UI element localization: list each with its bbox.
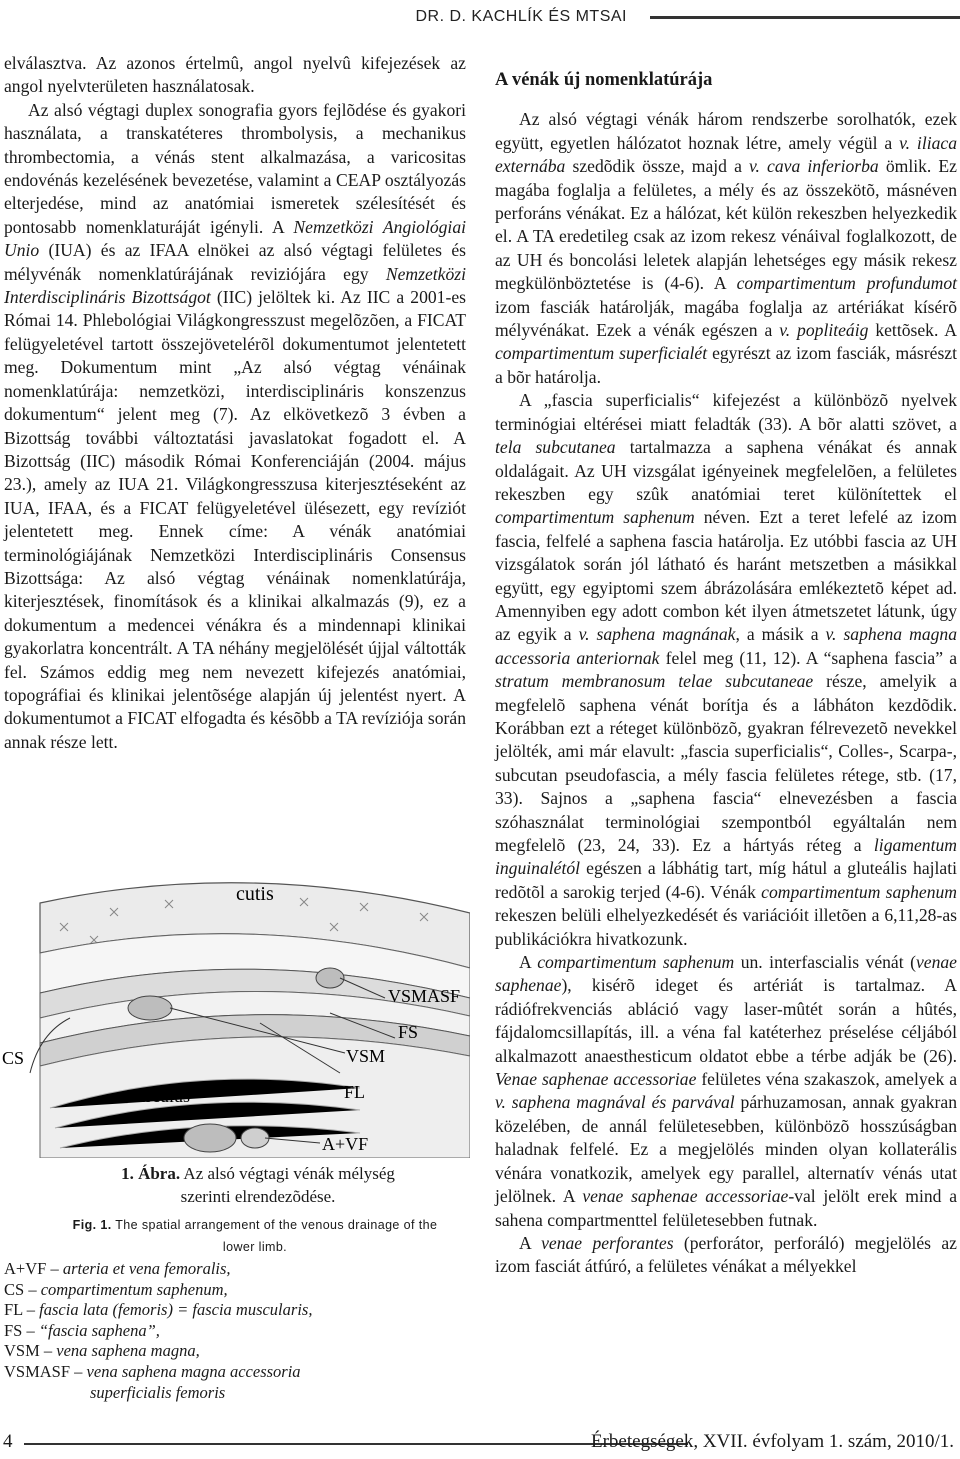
label-cs: CS — [2, 1048, 25, 1068]
femoral-vessel — [184, 1124, 236, 1152]
label-vsm: VSM — [346, 1046, 386, 1066]
left-paragraph-2: Az alsó végtagi duplex sonografia gyors fejlõdése és gyakori használata, a transkatéteres thrombolysis, a mechanikus thrombectomia, a vénás stent alkalmazása, a varicositas endovénás kezelésének bevezetése, valamint a CEAP osztályozás elterjedése, mind az anatómiai ismeretek szélesítését és pontosabb nomenklaturáját igényli. A Nemzetközi Angiológiai Unio (IUA) és az IFAA elnökei az alsó végtagi felületes és mélyvénák nomenklatúrájának reviziójára egy Nemzetközi Interdisciplináris Bizottságot (IIC) jelöltek ki. Az IIC a 2001-es Római 14. Phlebológiai Világkongresszust megelõzõen, a FICAT felügyeletével tartott összejövetelérõl dokumentumot jelentetett meg. Dokumentum mint „Az alsó végtag vénáinak nomenklatúrája: nemzetközi, interdisciplináris konszenzus dokumentum“ jelent meg (7). Az elkövetkezõ 3 évben a Bizottság további változtatási javaslatokat fogadott el. A Bizottság (IIC) második Római Konferenciáján (2004. május 23.), amely az IUA 21. Világkongresszusa kiterjesztéseként az IUA, IFAA, és a FICAT felügyeletével ülésezett, egy revíziót jelentetett meg. Ennek címe: A vénák anatómiai terminológiájának Nemzetközi Interdisciplináris Consensus Bizottsága: Az alsó végtag vénáinak nomenklatúrája, kiterjesztések, finomítások és a klinikai alkalmazás (9), ez a dokumentum a medencei vénákra és a mindennapi klinikai gyakorlatra koncentrált. A TA néhány megjelölését újjal váltották fel. Számos eddig meg nem nevezett kifejezés anatómiai, topográfiai és klinikai jelentõsége alapján új jelentést nyert. A dokumentumot a FICAT elfogadta és késõbb a TA revíziója során annak része lett. — [4, 99, 467, 752]
label-vsmasf: VSMASF — [388, 986, 461, 1006]
running-head-rule — [650, 16, 960, 19]
section-heading: A vénák új nomenklatúrája — [495, 70, 713, 90]
vsmasf-vessel — [316, 968, 344, 988]
femoral-artery — [241, 1128, 269, 1148]
running-head — [0, 2, 960, 32]
legend-item-continuation: superficialis femoris — [90, 1382, 226, 1402]
label-musculus: musculus — [122, 1086, 191, 1106]
figure-caption-english: Fig. 1. The spatial arrangement of the venous drainage of the lower limb. — [72, 1218, 438, 1254]
legend-item: FL – fascia lata (femoris) = fascia muscularis, — [4, 1300, 313, 1320]
footer-rule — [24, 1443, 688, 1445]
legend-item: FS – “fascia saphena”, — [4, 1320, 160, 1340]
right-paragraph-1: Az alsó végtagi vénák három rendszerbe sorolhatók, ezek együtt, egyetlen hálózatot hoznak létre, amely végül a v. iliaca externába szedõdik össze, majd a v. cava inferiorba ömlik. Ez magába foglalja a felületes, a mély és az összekötõ, másnéven perforáns vénákat. Ez a hálózat, két külön rekeszben helyezkedik el. A TA eredetileg csak az izom rekesz vénáival foglalkozott, de az UH és boncolási leletek alapján lehetséges egy másik rekesz megkülönböztetése is (4-6). A compartimentum profundumot izom fasciák határolják, magába foglalja az artériákat kísérõ mélyvénákat. Ezek a vénák egészen a v. popliteáig kettõsek. A compartimentum superficialét egyrészt az izom fasciák, másrészt a bõr határolja. — [495, 109, 958, 387]
right-column — [495, 52, 957, 1279]
label-cutis: cutis — [236, 883, 274, 905]
legend-item: VSMASF – vena saphena magna accessoria — [4, 1361, 301, 1381]
vsm-vessel — [128, 996, 172, 1020]
left-column — [4, 52, 466, 754]
label-fl: FL — [344, 1082, 366, 1102]
left-paragraph-1: elválasztva. Az azonos értelmû, angol nyelvû kifejezések az angol nyelvterületen használatosak. — [4, 53, 466, 97]
figure-legend — [4, 1259, 474, 1403]
figure-1 — [0, 858, 470, 1158]
legend-item: VSM – vena saphena magna, — [4, 1341, 200, 1361]
right-paragraph-3: A compartimentum saphenum un. interfascialis vénát (venae saphenae), kisérõ ideget és artériát is tartalmaz. A rádiófrekvenciás abláció vagy laser-mûtét során a hûtés, fájdalomcsillapítás, ill. a véna fal katéterhez préselése céljából alkalmazott anaesthesticum oldatot ebbe a térbe adják be (26). Venae saphenae accessoriae felületes véna szakaszok, amelyek a v. saphena magnával és parvával párhuzamosan, annak gyakran közelében, de annál felületesebben, különbözõ hosszúságban haladnak felfelé. Ez a megjelölés minden olyan kollaterális vénára vonatkozik, amelyek egy parallel, alternatív vénás utat jelölnek. A venae saphenae accessoriae-val jelölt erek mind a sahena compartmenttel felületesebben futnak. — [495, 952, 958, 1230]
label-fs: FS — [398, 1022, 419, 1042]
legend-item: CS – compartimentum saphenum, — [4, 1279, 228, 1299]
page-number: 4 — [3, 1431, 13, 1452]
page-footer — [0, 1427, 960, 1453]
journal-citation: Érbetegségek, XVII. évfolyam 1. szám, 2010/1. — [590, 1431, 954, 1452]
running-head-author: DR. D. KACHLÍK ÉS MTSAI — [415, 8, 627, 25]
right-paragraph-4: A venae perforantes (perforátor, perforáló) megjelölés az izom fasciát átfúró, a felületes vénákat a mélyekkel — [495, 1232, 957, 1277]
figure-caption-hungarian: 1. Ábra. Az alsó végtagi vénák mélység szerinti elrendezõdése. — [121, 1164, 395, 1206]
right-paragraph-2: A „fascia superficialis“ kifejezést a különbözõ nyelvek terminógiai eltérései miatt feladták (33). A bõr alatti szövet, a tela subcutanea tartalmazza a saphena vénákat és annak oldalágait. Az UH vizsgálat igényeinek megfelelõen, a felületes rekeszben egy szûk anatómiai teret különítettek el compartimentum saphenum néven. Ezt a teret lefelé az izom fascia, felfelé a saphena fascia határolja. Ez utóbbi fascia az UH vizsgálatok során jól látható és haránt metszetben a másikkal együtt, egy egyiptomi szem ábrázolására emlékeztetõ képet ad. Amennyiben egy adott combon két ilyen átmetszetet látunk, úgy az egyik a v. saphena magnának, a másik a v. saphena magna accessoria anteriornak felel meg (11, 12). A “saphena fascia” a stratum membranosum telae subcutaneae része, amelyik a megfelelõ saphena vénát borítja és a lábháton kezdõdik. Korábban ezt a réteget különbözõ, gyakran félrevezetõ nevekkel jelölték, ami már elavult: „fascia superficialis“, Colles-, Scarpa-, subcutan pseudofascia, a mély fascia felületes rétege, stb. (17, 33). Sajnos a „saphena fascia“ elnevezésben a fascia szóhasználat terminológiai szempontból egyáltalán nem megfelelõ (23, 24, 33). Ez a hártyás réteg a ligamentum inguinalétól egészen a lábhátig tart, míg hátul a gluteális hajlati redõtõl a sarokig terjed (4-6). Vénák compartimentum saphenum rekeszen belüli elhelyezkedését és variációit illetõen a 6,11,28-as publikációkra hivatkozunk. — [495, 390, 958, 949]
fascia-diagram — [0, 858, 470, 1158]
label-avf: A+VF — [322, 1134, 369, 1154]
legend-item: A+VF – arteria et vena femoralis, — [4, 1259, 231, 1278]
